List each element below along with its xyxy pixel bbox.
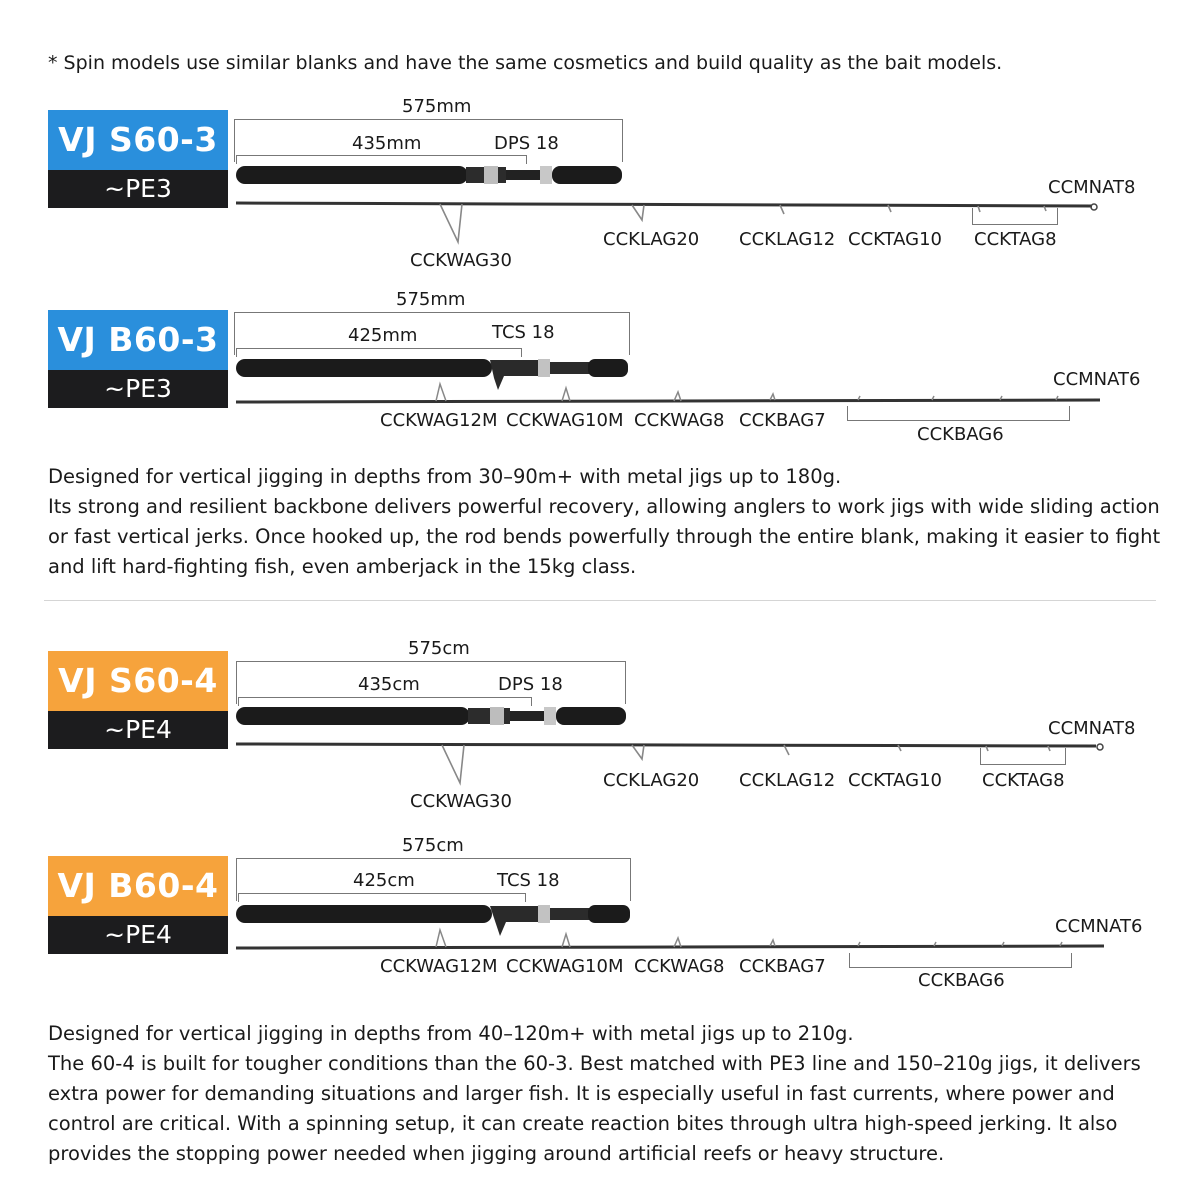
line-rating: ~PE3 [48, 370, 228, 408]
guide-group-bracket [980, 748, 1066, 765]
rod-blank [236, 400, 1100, 402]
model-name: VJ B60-3 [48, 310, 228, 370]
guide-label: CCKWAG30 [410, 250, 512, 271]
rod-handle [236, 707, 626, 725]
description-body: The 60-4 is built for tougher conditions than the 60-3. Best matched with PE3 line and 150–210g jigs, it delivers extra power for demanding situations and larger fish. It is especially useful in fast currents, where power and control are critical. With a spinning setup, it can create reaction bites through ultra high-speed jerking. It also provides the stopping power needed when jigging around artificial reefs or heavy structure. [48, 1052, 1141, 1165]
casting-rod-drawing [0, 846, 1200, 1006]
model-name: VJ S60-4 [48, 651, 228, 711]
guide-icon [562, 388, 570, 401]
rod-tip [1097, 744, 1103, 750]
description-headline: Designed for vertical jigging in depths from 30–90m+ with metal jigs up to 180g. [48, 465, 842, 488]
guide-group-bracket [847, 406, 1070, 421]
guide-icon [436, 930, 446, 947]
guide-icon [562, 934, 570, 947]
guide-icon [440, 204, 462, 242]
handle-length-label: 425mm [348, 325, 418, 346]
guide-label: CCMNAT8 [1048, 177, 1136, 198]
guide-label: CCKLAG12 [739, 770, 836, 791]
rod-handle [236, 359, 628, 390]
description-60-4 [48, 1019, 1163, 1169]
guide-label: CCKLAG12 [739, 229, 836, 250]
total-length-label: 575cm [408, 638, 470, 659]
guide-label: CCMNAT6 [1055, 916, 1143, 937]
guide-label: CCMNAT6 [1053, 369, 1141, 390]
spin-models-note: * Spin models use similar blanks and have the same cosmetics and build quality as the bait models. [48, 52, 1003, 74]
total-length-label: 575mm [396, 289, 466, 310]
rod-blank [236, 744, 1096, 746]
model-vj-s60-4 [0, 638, 1200, 812]
guide-label: CCKBAG6 [918, 970, 1005, 991]
rod-handle [236, 905, 630, 936]
model-vj-b60-4 [0, 835, 1200, 1006]
guide-icons [436, 384, 1058, 401]
guide-icon [442, 745, 464, 783]
line-rating: ~PE4 [48, 711, 228, 749]
guide-label: CCKWAG12M [380, 956, 498, 977]
reel-seat-label: TCS 18 [497, 870, 560, 891]
reel-seat-label: DPS 18 [498, 674, 563, 695]
handle-length-label: 435mm [352, 133, 422, 154]
guide-icon [632, 745, 644, 759]
handle-length-label: 425cm [353, 870, 415, 891]
guide-label: CCKWAG12M [380, 410, 498, 431]
handle-length-label: 435cm [358, 674, 420, 695]
description-body: Its strong and resilient backbone delivers powerful recovery, allowing anglers to work jigs with wide sliding action or fast vertical jerks. Once hooked up, the rod bends powerfully through the entire blank, making it easier to fight and lift hard-fighting fish, even amberjack in the 15kg class. [48, 495, 1161, 578]
guide-icon [436, 384, 446, 401]
guide-label: CCKBAG6 [917, 424, 1004, 445]
line-rating: ~PE3 [48, 170, 228, 208]
model-vj-s60-3 [0, 96, 1200, 271]
total-length-label: 575mm [402, 96, 472, 117]
reel-seat-label: TCS 18 [492, 322, 555, 343]
casting-rod-drawing [0, 300, 1200, 460]
guide-label: CCKLAG20 [603, 770, 700, 791]
guide-group-bracket [849, 953, 1072, 968]
guide-label: CCKWAG8 [634, 956, 725, 977]
guide-label: CCMNAT8 [1048, 718, 1136, 739]
description-60-3 [48, 462, 1163, 582]
guide-label: CCKWAG8 [634, 410, 725, 431]
guide-label: CCKBAG7 [739, 956, 826, 977]
guide-label: CCKBAG7 [739, 410, 826, 431]
guide-label: CCKTAG8 [982, 770, 1065, 791]
line-rating: ~PE4 [48, 916, 228, 954]
guide-label: CCKWAG10M [506, 410, 624, 431]
rod-blank [236, 946, 1104, 948]
guide-icon [770, 394, 775, 400]
rod-handle [236, 166, 622, 184]
rod-blank [236, 203, 1092, 206]
guide-label: CCKWAG10M [506, 956, 624, 977]
guide-icon [770, 940, 775, 946]
section-divider [44, 600, 1156, 601]
description-headline: Designed for vertical jigging in depths from 40–120m+ with metal jigs up to 210g. [48, 1022, 854, 1045]
model-vj-b60-3 [0, 289, 1200, 460]
guide-label: CCKTAG8 [974, 229, 1057, 250]
model-name: VJ B60-4 [48, 856, 228, 916]
guide-label: CCKWAG30 [410, 791, 512, 812]
reel-seat-label: DPS 18 [494, 133, 559, 154]
guide-icon [632, 205, 644, 220]
guide-label: CCKTAG10 [848, 770, 942, 791]
guide-label: CCKLAG20 [603, 229, 700, 250]
model-name: VJ S60-3 [48, 110, 228, 170]
total-length-label: 575cm [402, 835, 464, 856]
guide-group-bracket [972, 208, 1058, 225]
guide-icons [436, 930, 1062, 947]
guide-label: CCKTAG10 [848, 229, 942, 250]
